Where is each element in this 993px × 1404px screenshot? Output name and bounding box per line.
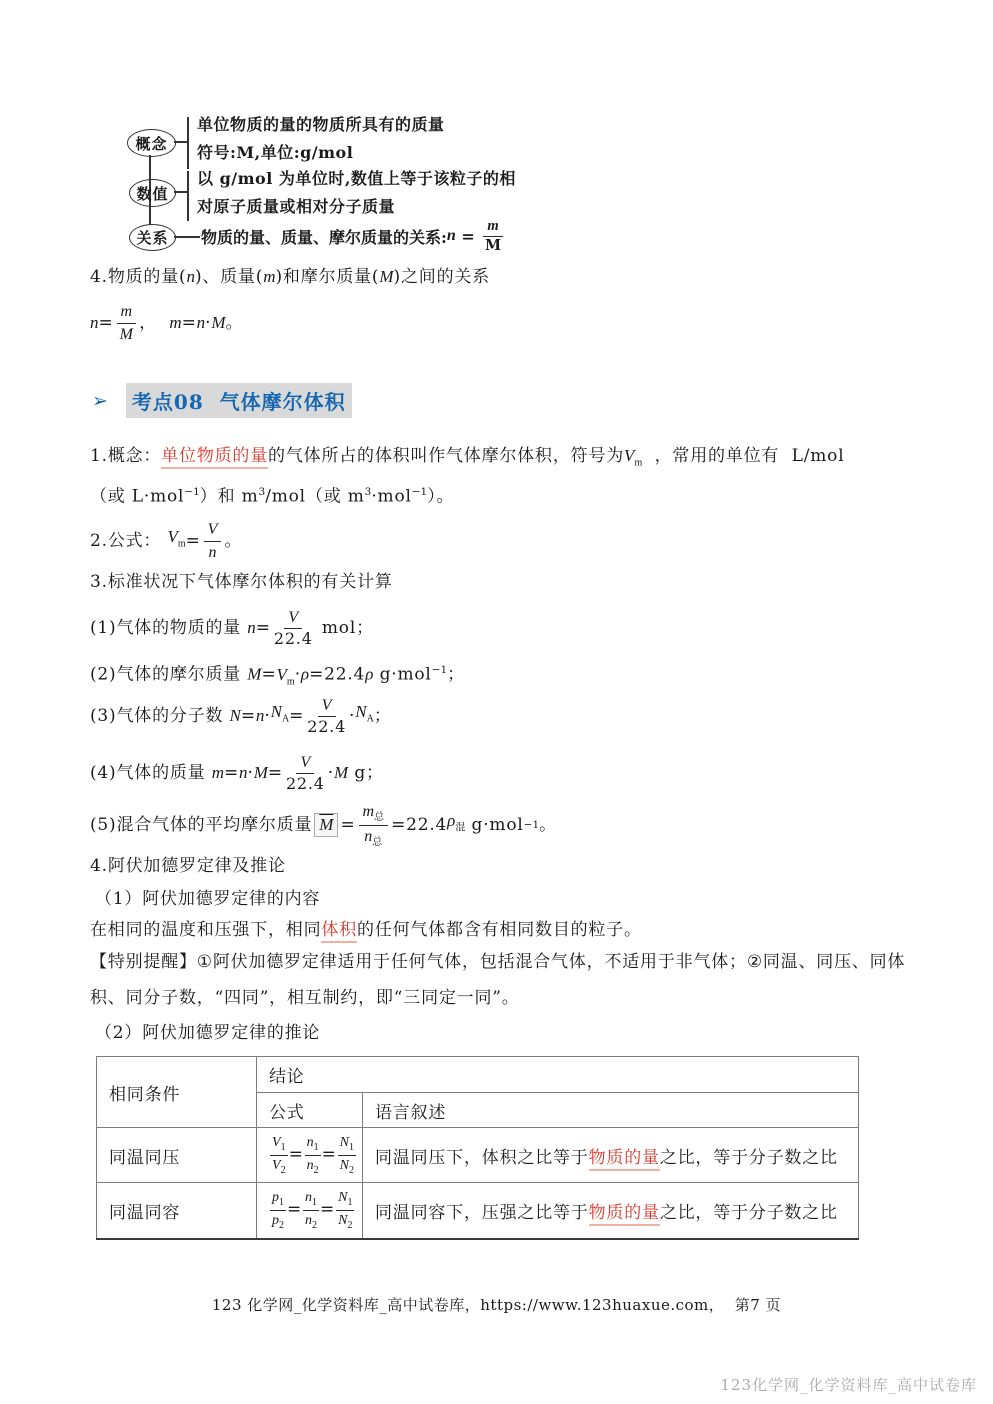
avogadro-sub1: （1）阿伏加德罗定律的内容 <box>95 889 321 909</box>
text-run: = <box>240 706 256 726</box>
node-label: 数值 <box>136 184 169 203</box>
superscript: 3 <box>364 486 372 498</box>
text-run: ）。 <box>427 486 455 507</box>
fraction <box>359 802 389 848</box>
text-run: （或 L·mol <box>90 486 185 507</box>
text-run: )之间的关系 <box>393 267 490 287</box>
text-run: 。 <box>225 313 244 333</box>
fraction <box>274 608 313 649</box>
text-run: 1.概念： <box>90 446 162 466</box>
text-run: M <box>484 236 502 254</box>
text-run: ·mol <box>371 486 412 507</box>
math-var: $n_总$ <box>364 827 383 848</box>
fraction <box>338 1134 356 1176</box>
math-var: $n_1$ <box>305 1190 318 1209</box>
diagram-relation-formula <box>201 216 506 256</box>
math-var: n <box>255 706 265 725</box>
math-var: n <box>247 618 256 637</box>
math-var: n <box>208 543 217 561</box>
superscript: −1 <box>523 819 540 831</box>
fraction <box>307 696 346 737</box>
superscript: −1 <box>431 664 448 676</box>
avogadro-title: 4.阿伏加德罗定律及推论 <box>90 856 286 876</box>
math-var: n <box>239 763 248 782</box>
fraction <box>305 1134 321 1176</box>
page-footer: 123 化学网_化学资料库_高中试卷库，https://www.123huaxue.com， 第7 页 <box>211 1296 782 1314</box>
calc-item-5 <box>90 802 557 848</box>
superscript: 3 <box>258 486 266 498</box>
fraction <box>117 302 137 344</box>
text-run: (2)气体的摩尔质量 <box>90 664 248 685</box>
text-run: · <box>294 664 301 685</box>
text-run: = <box>287 1199 303 1220</box>
text-run: 同温同压下，体积之比等于 <box>375 1147 589 1168</box>
relation-formula <box>90 300 243 346</box>
math-var: V <box>300 753 311 771</box>
molar-mass-diagram <box>120 113 516 263</box>
text-run: 22.4 <box>285 774 325 793</box>
cell-description <box>363 1183 859 1239</box>
watermark: 123化学网_化学资料库_高中试卷库 <box>720 1376 977 1394</box>
math-var: $n_1$ <box>306 1135 319 1153</box>
superscript: −1 <box>411 486 428 498</box>
text-run: /mol（或 m <box>265 486 365 507</box>
node-label: 概念 <box>135 134 168 153</box>
arrowhead-icon: ➢ <box>92 389 108 412</box>
fraction <box>336 1189 354 1231</box>
fraction <box>483 218 502 254</box>
text-run: = <box>340 815 356 835</box>
superscript: −1 <box>184 486 200 498</box>
text-run: g·mol <box>465 815 524 835</box>
text-run: =22.4 <box>309 664 366 685</box>
text-run: ； <box>373 706 392 726</box>
math-var: $p_1$ <box>272 1190 284 1209</box>
text-run: 之比，等于分子数之比 <box>659 1147 838 1168</box>
text-run: 22.4 <box>273 629 313 648</box>
text-run: 2.公式： <box>90 531 168 551</box>
math-var: $N_2$ <box>339 1157 354 1176</box>
math-var: M <box>119 325 133 343</box>
table-row <box>97 1128 859 1183</box>
text-run: 之比，等于分子数之比 <box>659 1202 838 1223</box>
math-var: $n_2$ <box>305 1212 318 1231</box>
math-var: m <box>211 763 224 782</box>
text-run: 在相同的温度和压强下，相同 <box>90 920 322 940</box>
math-var: M <box>379 267 394 286</box>
text-run: 4.物质的量( <box>90 267 187 287</box>
special-reminder-line2: 积、同分子数，“四同”，相互制约，即“三同定一同”。 <box>90 988 520 1008</box>
math-var: $N_A$ <box>355 702 374 725</box>
math-var: m <box>169 313 182 332</box>
math-var: $V_1$ <box>272 1135 286 1153</box>
text-run: ， <box>139 313 170 333</box>
topic-heading-text: 考点08 气体摩尔体积 <box>126 383 352 418</box>
text-run: · <box>349 706 356 726</box>
math-var: M <box>211 313 226 332</box>
text-run: mol； <box>315 618 374 638</box>
text-run: = <box>98 313 114 333</box>
text-run: 。 <box>539 815 557 835</box>
math-var: M <box>334 763 349 782</box>
fraction <box>286 753 325 794</box>
relation-title <box>90 266 490 288</box>
text-run: = <box>321 1144 337 1165</box>
diagram-text: 单位物质的量的物质所具有的质量 <box>197 115 445 134</box>
text-run: 同温同容下，压强之比等于 <box>375 1202 589 1223</box>
math-var: $m_总$ <box>362 802 385 823</box>
text-run: 的气体所占的体积叫作气体摩尔体积，符号为 <box>268 446 625 466</box>
concept-line2 <box>90 481 454 508</box>
text-run: ； <box>447 664 465 685</box>
math-var: m <box>120 303 133 321</box>
text-run: = <box>223 763 240 783</box>
cell-condition: 同温同容 <box>97 1183 257 1239</box>
calc-item-3 <box>90 693 392 739</box>
diagram-text: 对原子质量或相对分子质量 <box>197 197 396 216</box>
text-run: )和摩尔质量( <box>275 267 380 287</box>
math-var: m <box>487 217 499 234</box>
table-row <box>97 1183 859 1239</box>
math-var: $N_1$ <box>338 1190 353 1209</box>
text-run: = <box>455 226 481 246</box>
diagram-node-relation <box>129 224 176 251</box>
text-run: g·mol <box>373 664 432 685</box>
fraction <box>303 1189 319 1231</box>
text-run: =22.4 <box>391 815 448 835</box>
text-run: (1)气体的物质的量 <box>90 618 248 638</box>
text-run: = <box>267 763 283 783</box>
diagram-text: 以 g/mol 为单位时,数值上等于该粒子的相 <box>197 169 516 188</box>
text-run: = <box>288 1144 304 1165</box>
math-var: M <box>247 664 262 684</box>
topic-heading <box>92 383 352 418</box>
cell-description <box>363 1128 859 1183</box>
math-var: $V_m$ <box>624 446 643 469</box>
connector-dash <box>174 141 187 143</box>
text-run: ）和 m <box>199 486 259 507</box>
text-run: (3)气体的分子数 <box>90 706 230 726</box>
text-run: (5)混合气体的平均摩尔质量 <box>90 815 313 835</box>
text-run: = <box>289 706 305 726</box>
red-term: 单位物质的量 <box>161 446 268 469</box>
header-formula: 公式 <box>257 1093 363 1128</box>
text-run: 的任何气体都含有相同数目的粒子。 <box>357 920 642 940</box>
math-var: $N_1$ <box>339 1135 354 1153</box>
math-var: $V_m$ <box>167 527 186 550</box>
fraction <box>204 520 222 562</box>
text-run: · <box>205 313 212 333</box>
math-var: V <box>321 696 332 714</box>
math-var: ρ <box>365 664 374 684</box>
text-run: g； <box>348 763 384 783</box>
text-run: = <box>255 618 271 638</box>
concept-line1 <box>90 445 844 474</box>
calc-item-2 <box>90 659 465 693</box>
math-var: n <box>186 267 195 286</box>
text-brace-bar <box>187 171 189 221</box>
connector-dash <box>174 191 187 193</box>
text-run: = <box>185 531 201 551</box>
math-var: $n_2$ <box>306 1157 319 1176</box>
header-description: 语言叙述 <box>363 1093 859 1128</box>
math-var: $V_m$ <box>276 664 295 688</box>
red-term: 物质的量 <box>589 1203 660 1226</box>
fraction <box>270 1134 288 1176</box>
cell-formula <box>257 1183 363 1239</box>
math-var: M <box>253 763 268 782</box>
avg-molar-mass-symbol: $\overline{M}$ <box>314 813 338 837</box>
header-same-condition: 相同条件 <box>97 1057 257 1128</box>
cell-formula <box>257 1128 363 1183</box>
node-label: 关系 <box>136 229 169 247</box>
math-var: $V_2$ <box>272 1157 286 1176</box>
text-run: )、质量( <box>194 267 264 287</box>
text-run: = <box>261 664 277 685</box>
text-run: (4)气体的质量 <box>90 763 212 783</box>
header-conclusion: 结论 <box>257 1057 859 1093</box>
vm-formula <box>90 518 242 564</box>
connector-dash <box>174 236 200 238</box>
math-var: m <box>263 267 276 286</box>
avogadro-content <box>90 919 642 941</box>
diagram-node-value <box>129 179 176 207</box>
red-term: 物质的量 <box>589 1148 660 1171</box>
math-var: n <box>90 313 99 332</box>
fraction <box>270 1189 286 1231</box>
math-var: n <box>196 313 206 332</box>
text-brace-bar <box>187 117 189 169</box>
text-run: · <box>247 763 254 783</box>
calc-section-title: 3.标准状况下气体摩尔体积的有关计算 <box>90 572 393 592</box>
avogadro-corollary-table <box>96 1056 859 1240</box>
special-reminder-line1: 【特别提醒】①阿伏加德罗定律适用于任何气体，包括混合气体，不适用于非气体；②同温、同压、同体 <box>90 952 906 972</box>
text-run: 。 <box>224 531 243 551</box>
text-run: = <box>181 313 197 333</box>
calc-item-4 <box>90 750 384 796</box>
math-var: N <box>229 706 241 725</box>
text-run: 物质的量、质量、摩尔质量的关系: <box>201 227 447 247</box>
math-var: $N_A$ <box>270 702 290 725</box>
math-var: $\rho_混$ <box>447 811 466 834</box>
text-run: · <box>264 706 271 726</box>
text-run: ，常用的单位有 L/mol <box>642 446 845 466</box>
calc-item-1 <box>90 605 374 651</box>
math-var: V <box>207 521 218 539</box>
red-term: 体积 <box>321 920 357 943</box>
math-var: $N_2$ <box>338 1212 353 1231</box>
math-var: n <box>446 227 456 244</box>
diagram-node-concept <box>127 129 176 157</box>
avogadro-sub2: （2）阿伏加德罗定律的推论 <box>95 1023 321 1043</box>
text-run: 22.4 <box>307 717 347 736</box>
math-var: ρ <box>300 664 310 684</box>
cell-condition: 同温同压 <box>97 1128 257 1183</box>
text-run: = <box>320 1199 336 1220</box>
diagram-text: 符号:M,单位:g/mol <box>197 143 354 162</box>
text-run: · <box>327 763 334 783</box>
math-var: V <box>288 608 299 626</box>
math-var: $p_2$ <box>272 1212 284 1231</box>
